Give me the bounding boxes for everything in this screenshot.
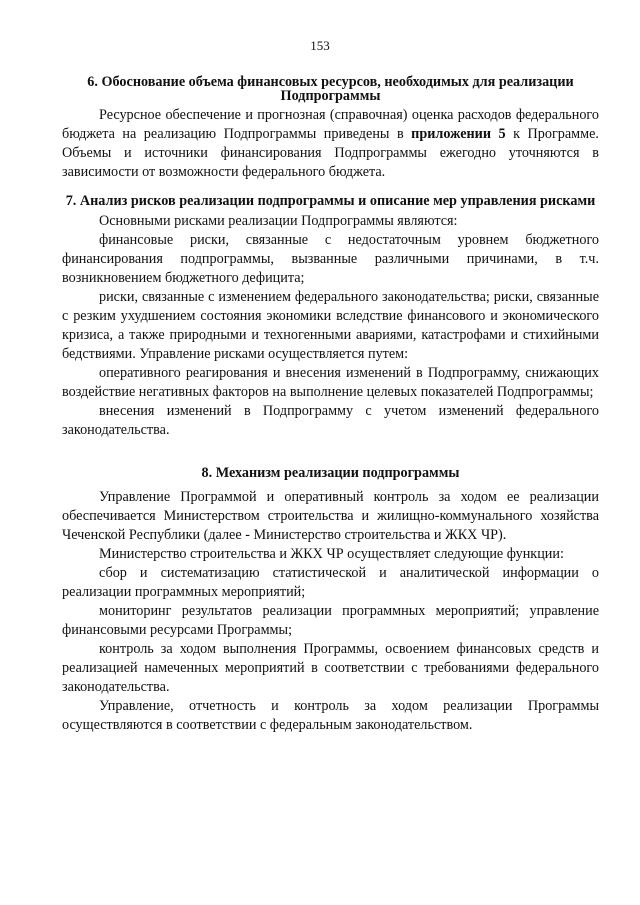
page-number: 153 (310, 38, 330, 53)
section-7-paragraph: внесения изменений в Подпрограмму с учетом изменений федерального законодательства. (62, 402, 599, 438)
paragraph-text: к Программе. Объемы и источники финансирования Подпрограммы ежегодно уточняются в зависимости от возможности федерального бюджета. (62, 126, 599, 180)
section-7-paragraph: риски, связанные с изменением федерального законодательства; риски, связанные с резким ухудшением состояния экономики вследствие финансового и экономического кризиса, а также природными и техногенными авариями, катастрофами и стихийными бедствиями. Управление рисками осуществляется путем: (62, 288, 599, 362)
section-8-paragraph: Управление Программой и оперативный контроль за ходом ее реализации обеспечивается Министерством строительства и жилищно-коммунального хозяйства Чеченской Республики (далее - Министерство строительства и ЖКХ ЧР). (62, 489, 599, 543)
section-8-paragraph: Министерство строительства и ЖКХ ЧР осуществляет следующие функции: (99, 546, 564, 562)
section-8-paragraph: сбор и систематизацию статистической и аналитической информации о реализации программных мероприятий; (62, 565, 599, 600)
page-content (62, 72, 599, 735)
section-6-heading: 6. Обоснование объема финансовых ресурсов, необходимых для реализации Подпрограммы (87, 74, 574, 104)
section-8-paragraph: Управление, отчетность и контроль за ходом реализации Программы осуществляются в соответствии с федеральным законодательством. (62, 698, 599, 733)
section-7-heading: 7. Анализ рисков реализации подпрограммы и описание мер управления рисками (65, 193, 596, 209)
section-7-paragraph: оперативного реагирования и внесения изменений в Подпрограмму, снижающих воздействие негативных факторов на выполнение целевых показателей Подпрограммы; (62, 364, 599, 400)
section-7-paragraph: Основными рисками реализации Подпрограммы являются: (99, 212, 458, 229)
section-7 (62, 195, 599, 440)
section-7-paragraph: финансовые риски, связанные с недостаточным уровнем бюджетного финансирования подпрограммы, вызванные различными причинами, в т.ч. возникновением бюджетного дефицита; (62, 231, 599, 286)
section-8-paragraph: мониторинг результатов реализации программных мероприятий; управление финансовыми ресурсами Программы; (62, 603, 599, 638)
section-8-heading: 8. Механизм реализации подпрограммы (201, 464, 460, 481)
appendix-reference: приложении 5 (411, 126, 506, 142)
section-6-paragraph (62, 106, 599, 182)
section-8 (62, 464, 599, 736)
paragraph-text: Ресурсное обеспечение и прогнозная (справочная) оценка расходов федерального бюджета на реализацию Подпрограммы приведены в (62, 107, 599, 142)
section-8-paragraph: контроль за ходом выполнения Программы, освоением финансовых средств и реализацией намеченных мероприятий в соответствии с требованиями федерального законодательства. (62, 641, 599, 695)
section-6 (62, 76, 599, 182)
